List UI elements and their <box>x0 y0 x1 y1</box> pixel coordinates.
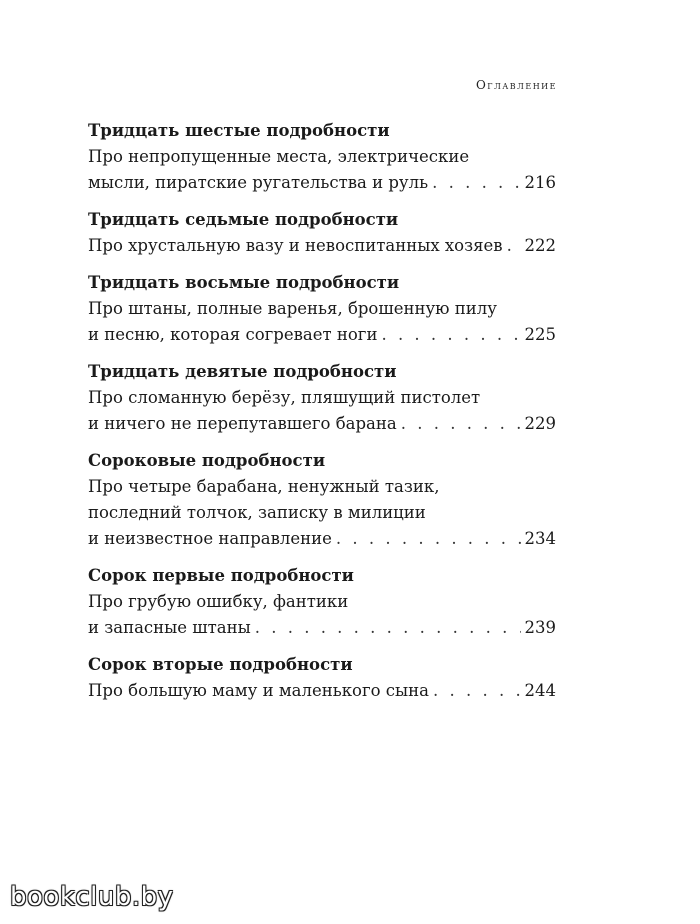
page-number: 234 <box>524 529 556 548</box>
entry-description-line: Про непропущенные места, электрические <box>88 147 470 166</box>
toc-entry[interactable] <box>88 652 556 704</box>
entry-description-line: последний толчок, записку в милиции <box>88 503 426 522</box>
page-number: 244 <box>524 681 556 700</box>
entry-last-line <box>88 322 556 348</box>
entry-description-line: Про грубую ошибку, фантики <box>88 592 349 611</box>
dot-leader <box>433 678 521 704</box>
watermark-logo: bookclub.by <box>10 882 174 912</box>
entry-title: Тридцать шестые подробности <box>88 121 390 140</box>
entry-title: Сороковые подробности <box>88 451 326 470</box>
toc-entry[interactable] <box>88 270 556 348</box>
entry-description-line: Про большую маму и маленького сына <box>88 681 429 700</box>
entry-description-line: Про хрустальную вазу и невоспитанных хозяев <box>88 236 503 255</box>
page-number: 222 <box>524 236 556 255</box>
entry-last-line <box>88 170 556 196</box>
toc-entry[interactable] <box>88 448 556 552</box>
entry-last-line <box>88 526 556 552</box>
toc-entry[interactable] <box>88 359 556 437</box>
entry-description-line: и песню, которая согревает ноги <box>88 325 378 344</box>
page-number: 216 <box>524 173 556 192</box>
entry-description-line: и запасные штаны <box>88 618 251 637</box>
entry-description-line: Про штаны, полные варенья, брошенную пилу <box>88 299 497 318</box>
toc-entry[interactable] <box>88 563 556 641</box>
entry-last-line <box>88 615 556 641</box>
page-number: 229 <box>524 414 556 433</box>
dot-leader <box>381 322 520 348</box>
dot-leader <box>401 411 521 437</box>
toc-entry[interactable] <box>88 118 556 196</box>
dot-leader <box>432 170 520 196</box>
toc-entry[interactable] <box>88 207 556 259</box>
entry-description-line: и ничего не перепутавшего барана <box>88 414 397 433</box>
entry-title: Тридцать седьмые подробности <box>88 210 399 229</box>
dot-leader <box>255 615 521 641</box>
entry-title: Сорок первые подробности <box>88 566 354 585</box>
entry-description-line: Про сломанную берёзу, пляшущий пистолет <box>88 388 481 407</box>
entry-description-line: мысли, пиратские ругательства и руль <box>88 173 429 192</box>
dot-leader <box>507 233 521 259</box>
entry-title: Тридцать девятые подробности <box>88 362 397 381</box>
entry-last-line <box>88 411 556 437</box>
entry-last-line <box>88 233 556 259</box>
entry-last-line <box>88 678 556 704</box>
entry-title: Тридцать восьмые подробности <box>88 273 400 292</box>
page-number: 225 <box>524 325 556 344</box>
entry-description-line: и неизвестное направление <box>88 529 332 548</box>
page-number: 239 <box>524 618 556 637</box>
running-head: Оглавление <box>475 78 557 92</box>
dot-leader <box>336 526 521 552</box>
entry-title: Сорок вторые подробности <box>88 655 353 674</box>
entry-description-line: Про четыре барабана, ненужный тазик, <box>88 477 440 496</box>
table-of-contents <box>88 118 556 715</box>
